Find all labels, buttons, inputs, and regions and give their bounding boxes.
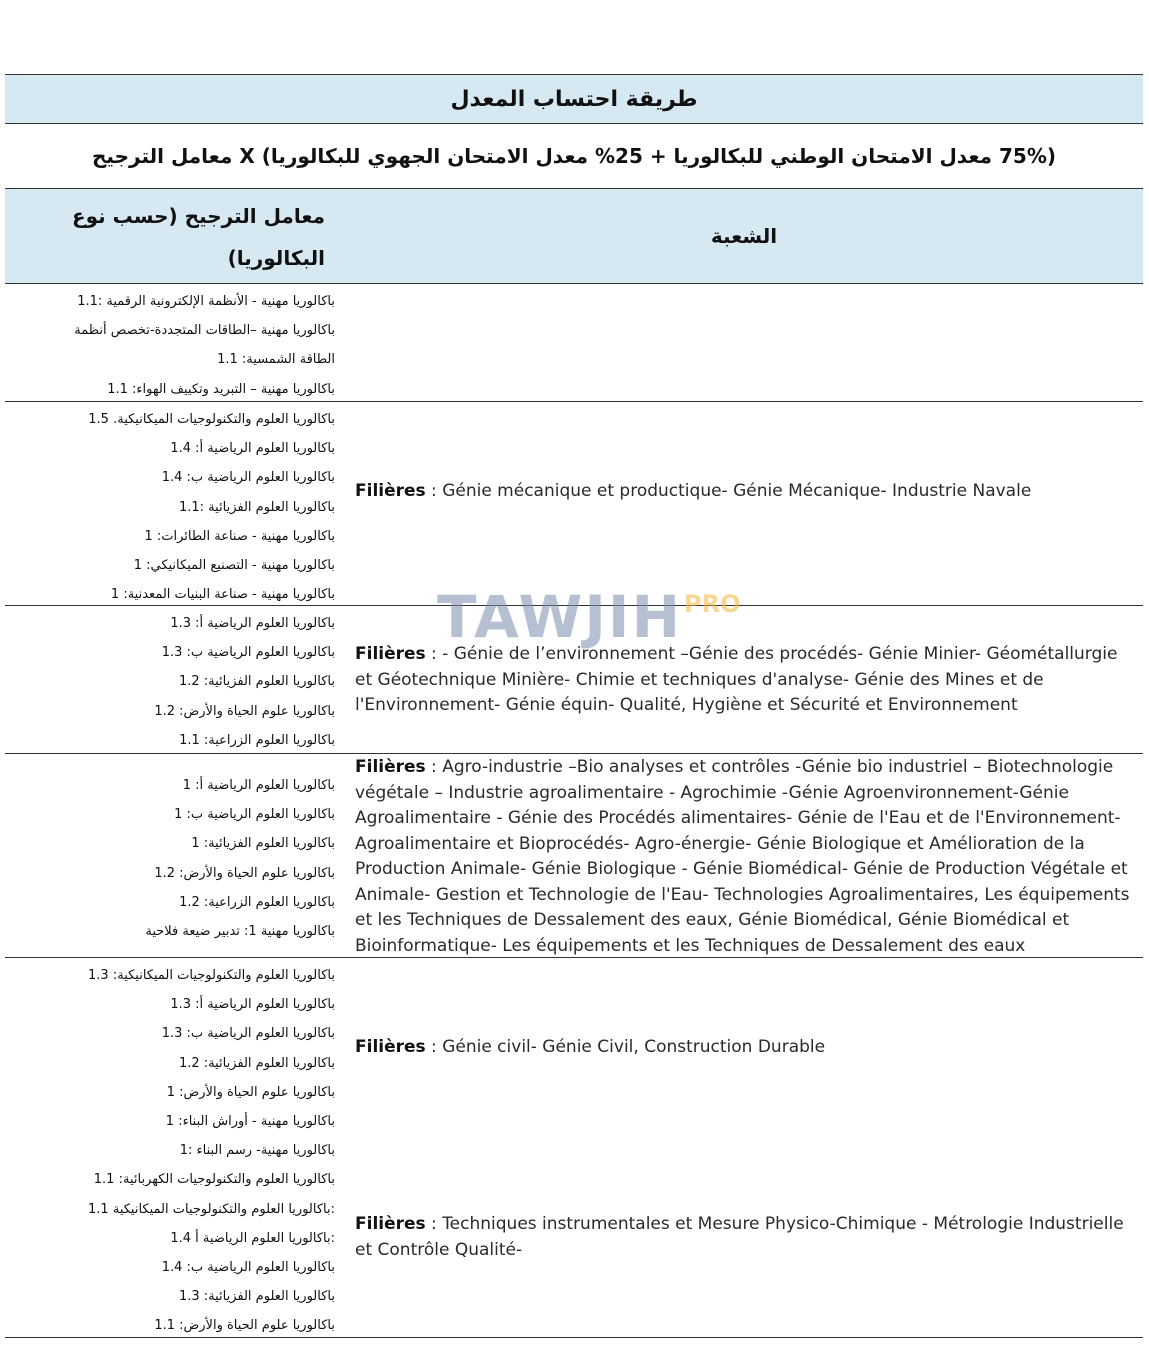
table-row bbox=[5, 958, 1143, 1338]
filieres-list: : Techniques instrumentales et Mesure Physico-Chimique - Métrologie Industrielle et Contrôle Qualité- bbox=[355, 1214, 1124, 1260]
coefficient-item: باكالوريا العلوم والتكنولوجيات الميكانيكية. 1.5 bbox=[88, 412, 335, 427]
filieres-list: : Agro-industrie –Bio analyses et contrôles -Génie bio industriel – Biotechnologie végétale – Industrie agroalimentaire - Agrochimie -Génie Agroenvironnement-Génie Agroalimentaire - Génie des Procédés alimentaires- Génie de l'Eau et de l'Environnement- Agroalimentaire et Bioprocédés- Agro-énergie- Génie Biologique et Amélioration de la Production Animale- Génie Biologique - Génie Biomédical- Génie de Production Végétale et Animale- Gestion et Technologie de l'Eau- Technologies Agroalimentaires, Les équipements et les Techniques de Dessalement des eaux, Génie Biomédical, Génie Biomédical et Bioinformatique- Les équipements et les Techniques de Dessalement des eaux bbox=[355, 757, 1130, 956]
filieres-text bbox=[355, 642, 1133, 719]
table-row bbox=[5, 606, 1143, 754]
coefficient-item: باكالوريا علوم الحياة والأرض: 1.2 bbox=[154, 703, 335, 719]
filieres-label: Filières bbox=[355, 481, 426, 501]
coefficient-item: :باكالوريا العلوم الرياضية أ 1.4 bbox=[170, 1230, 335, 1246]
column-header bbox=[5, 188, 1143, 284]
coefficient-item: باكالوريا العلوم الرياضية ب: 1.3 bbox=[161, 1026, 335, 1042]
coefficient-item: باكالوريا مهنية - أوراش البناء: 1 bbox=[165, 1114, 335, 1130]
watermark-main: TAWJIH bbox=[437, 583, 683, 651]
filieres-label: Filières bbox=[355, 1214, 426, 1234]
coefficient-item: باكالوريا العلوم الفزيائية: 1.3 bbox=[178, 1289, 335, 1305]
filieres-label: Filières bbox=[355, 1037, 426, 1057]
coefficient-list bbox=[23, 405, 335, 609]
coefficient-item: باكالوريا العلوم الفزيائية :1.1 bbox=[178, 499, 335, 515]
filieres-list: : Génie civil- Génie Civil, Construction Durable bbox=[425, 1037, 826, 1057]
coefficient-list bbox=[23, 961, 335, 1341]
coefficient-item: باكالوريا العلوم الفزيائية: 1.2 bbox=[178, 1055, 335, 1071]
coefficient-item: باكالوريا العلوم والتكنولوجيات الميكانيكية: 1.3 bbox=[88, 968, 335, 983]
coefficient-item: باكالوريا العلوم الرياضية أ: 1.3 bbox=[170, 997, 335, 1013]
coefficient-item: باكالوريا العلوم الرياضية ب: 1 bbox=[174, 807, 335, 823]
filieres-text bbox=[355, 755, 1133, 959]
filieres-text bbox=[355, 1212, 1133, 1263]
watermark-sub: PRO bbox=[684, 590, 741, 618]
coefficient-item: باكالوريا مهنية 1: تدبير ضيعة فلاحية bbox=[145, 924, 335, 940]
filieres-label: Filières bbox=[355, 757, 426, 777]
coefficient-list bbox=[23, 287, 335, 404]
column-header-coefficient-line2: البكالوريا) bbox=[227, 246, 325, 270]
column-header-coefficient bbox=[25, 195, 325, 279]
coefficient-item: باكالوريا العلوم الفزيائية: 1.2 bbox=[178, 674, 335, 690]
coefficient-item: الطاقة الشمسية: 1.1 bbox=[217, 352, 335, 368]
coefficient-item: باكالوريا مهنية - صناعة الطائرات: 1 bbox=[144, 528, 335, 544]
filieres-text bbox=[355, 1035, 1133, 1061]
filieres-list: : Génie mécanique et productique- Génie Mécanique- Industrie Navale bbox=[425, 481, 1032, 501]
coefficient-item: باكالوريا مهنية - صناعة البنيات المعدنية: 1 bbox=[110, 587, 335, 603]
page-title: طريقة احتساب المعدل bbox=[5, 74, 1143, 124]
coefficient-item: باكالوريا العلوم الرياضية ب: 1.4 bbox=[161, 1260, 335, 1276]
coefficient-item: باكالوريا العلوم الفزيائية: 1 bbox=[191, 836, 335, 852]
table-row bbox=[5, 402, 1143, 606]
coefficient-item: باكالوريا مهنية - الأنظمة الإلكترونية الرقمية :1.1 bbox=[77, 294, 335, 309]
table-row bbox=[5, 754, 1143, 958]
coefficient-item: باكالوريا العلوم الرياضية أ: 1.3 bbox=[170, 616, 335, 631]
coefficient-item: باكالوريا مهنية - التصنيع الميكانيكي: 1 bbox=[133, 558, 335, 574]
coefficient-item: باكالوريا العلوم الزراعية: 1.1 bbox=[179, 732, 335, 748]
coefficient-item: باكالوريا مهنية – التبريد وتكييف الهواء: 1.1 bbox=[107, 381, 335, 397]
coefficient-item: باكالوريا العلوم الزراعية: 1.2 bbox=[179, 894, 335, 910]
coefficient-item: باكالوريا علوم الحياة والأرض: 1.1 bbox=[154, 1318, 335, 1334]
column-header-branch: الشعبة bbox=[710, 224, 778, 248]
coefficient-item: باكالوريا العلوم الرياضية أ: 1.4 bbox=[170, 441, 335, 457]
coefficient-item: باكالوريا العلوم الرياضية ب: 1.3 bbox=[161, 645, 335, 661]
coefficient-item: باكالوريا العلوم والتكنولوجيات الكهربائية: 1.1 bbox=[93, 1172, 335, 1188]
filieres-text bbox=[355, 479, 1133, 505]
table-row bbox=[5, 284, 1143, 402]
filieres-list: : - Génie de l’environnement –Génie des procédés- Génie Minier- Géométallurgie et Géotechnique Minière- Chimie et techniques d'analyse- Génie des Mines et de l'Environnement- Génie équin- Qualité, Hygiène et Sécurité et Environnement bbox=[355, 644, 1118, 715]
coefficient-item: باكالوريا العلوم الرياضية أ: 1 bbox=[182, 778, 335, 793]
coefficient-list bbox=[23, 771, 335, 946]
filieres-label: Filières bbox=[355, 644, 426, 664]
coefficient-item: باكالوريا العلوم الرياضية ب: 1.4 bbox=[161, 470, 335, 486]
coefficient-item: باكالوريا مهنية- رسم البناء :1 bbox=[179, 1143, 335, 1159]
coefficient-item: :باكالوريا العلوم والتكنولوجيات الميكانيكية 1.1 bbox=[88, 1201, 335, 1217]
coefficient-item: باكالوريا مهنية –الطاقات المتجددة-تخصص أنظمة bbox=[74, 323, 335, 339]
column-header-coefficient-line1: معامل الترجيح (حسب نوع bbox=[71, 204, 325, 228]
document-sheet bbox=[5, 74, 1143, 1338]
coefficient-item: باكالوريا علوم الحياة والأرض: 1 bbox=[166, 1084, 335, 1100]
formula-line: (75% معدل الامتحان الوطني للبكالوريا + 25% معدل الامتحان الجهوي للبكالوريا) X معامل الترجيح bbox=[92, 144, 1056, 168]
coefficient-list bbox=[23, 609, 335, 755]
coefficient-item: باكالوريا علوم الحياة والأرض: 1.2 bbox=[154, 865, 335, 881]
